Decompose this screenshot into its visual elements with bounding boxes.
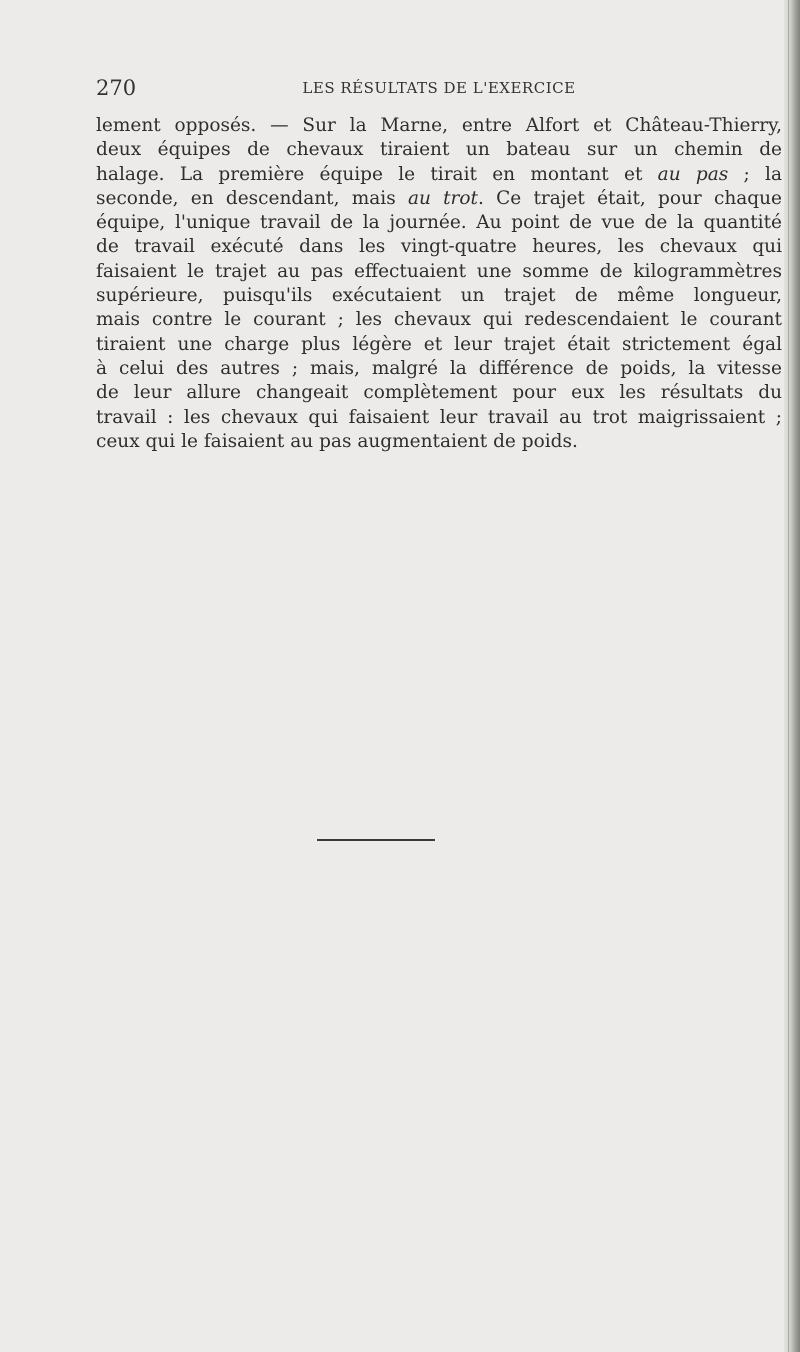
page-number: 270 — [96, 76, 137, 100]
text-segment: halage. La première équipe le tirait en montant et — [96, 163, 658, 185]
text-line — [96, 187, 782, 211]
body-paragraph — [96, 114, 782, 454]
text-line: travail : les chevaux qui faisaient leur travail au trot maigrissaient ; — [96, 406, 782, 428]
page-edge-line — [788, 0, 789, 1352]
text-line — [96, 163, 782, 187]
italic-phrase: au pas — [657, 163, 729, 185]
page-edge-shadow — [784, 0, 800, 1352]
text-line: mais contre le courant ; les chevaux qui redescendaient le courant — [96, 309, 782, 331]
running-head — [96, 76, 782, 106]
text-line: deux équipes de chevaux tiraient un bateau sur un chemin de — [96, 139, 782, 161]
text-line: lement opposés. — Sur la Marne, entre Alfort et Château-Thierry, — [96, 115, 782, 136]
text-line: de leur allure changeait complètement pour eux les résultats du — [96, 382, 782, 404]
text-segment: ; la — [728, 163, 782, 185]
text-line: de travail exécuté dans les vingt-quatre heures, les chevaux qui — [96, 236, 782, 258]
text-line: faisaient le trajet au pas effectuaient une somme de kilogrammètres — [96, 260, 782, 282]
text-line: à celui des autres ; mais, malgré la différence de poids, la vitesse — [96, 357, 782, 379]
section-divider — [317, 839, 435, 841]
text-segment: seconde, en descendant, mais — [96, 187, 408, 209]
italic-phrase: au trot — [407, 187, 478, 209]
text-line: équipe, l'unique travail de la journée. Au point de vue de la quantité — [96, 212, 782, 234]
running-title: LES RÉSULTATS DE L'EXERCICE — [302, 79, 576, 97]
text-segment: . Ce trajet était, pour chaque — [477, 187, 782, 209]
text-line: ceux qui le faisaient au pas augmentaient de poids. — [96, 430, 578, 452]
text-line: tiraient une charge plus légère et leur trajet était strictement égal — [96, 333, 782, 355]
text-line: supérieure, puisqu'ils exécutaient un trajet de même longueur, — [96, 285, 782, 307]
